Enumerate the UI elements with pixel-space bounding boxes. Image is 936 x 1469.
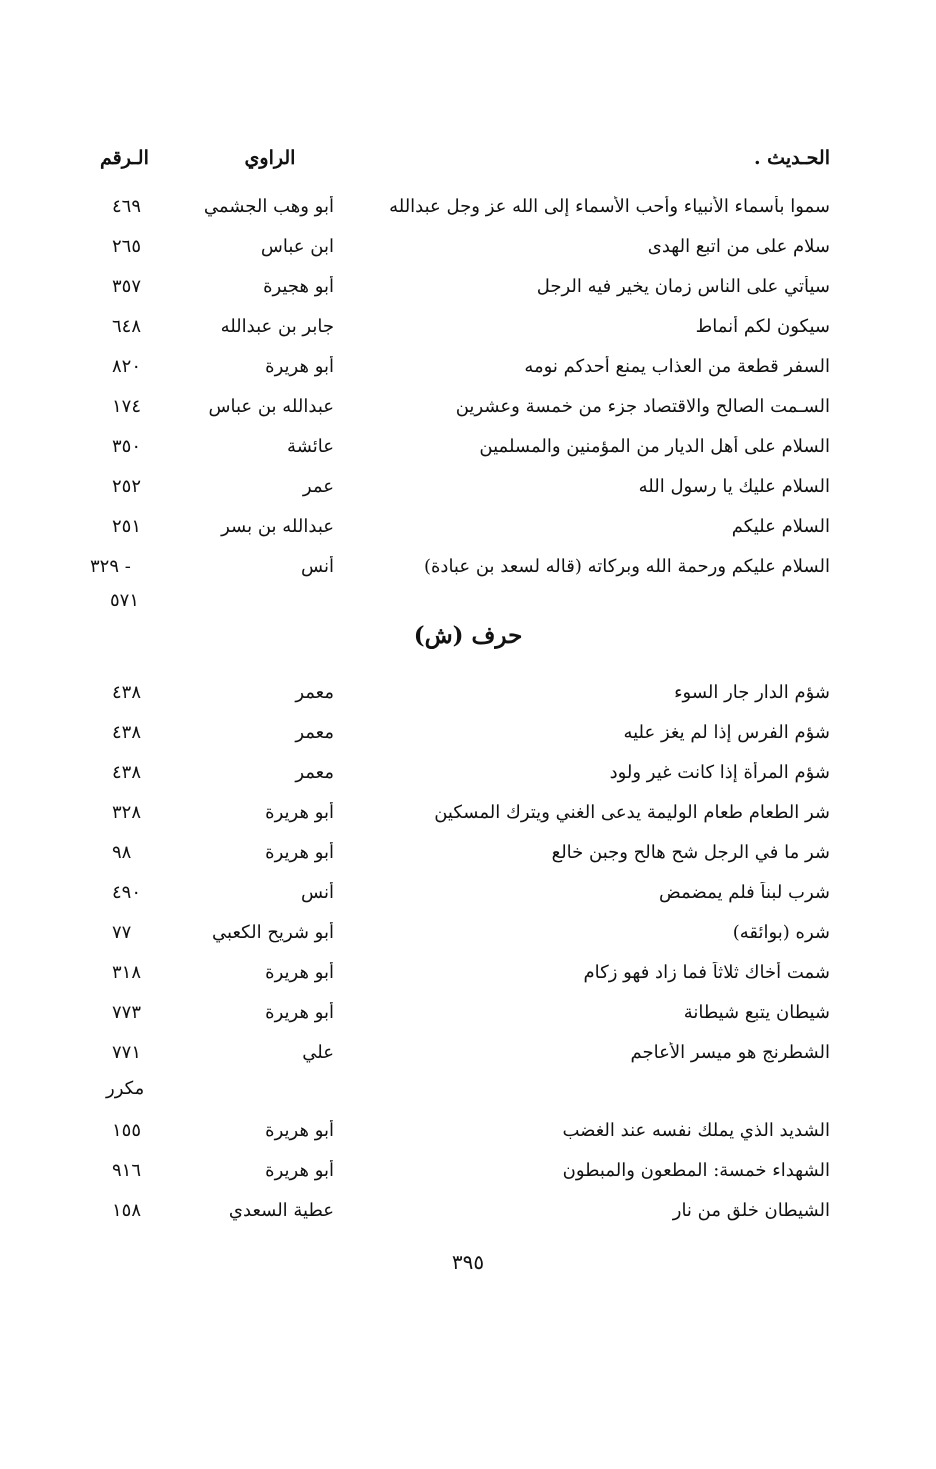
narrator: عائشة bbox=[287, 435, 334, 457]
hadith-number: ٤٣٨ bbox=[112, 761, 142, 783]
narrator: أبو هريرة bbox=[265, 1159, 334, 1181]
table-row bbox=[90, 270, 830, 302]
header-number: الـرقم bbox=[100, 147, 149, 169]
narrator: أنس bbox=[301, 555, 334, 577]
hadith-number: ٩١٦ bbox=[112, 1159, 142, 1181]
hadith-text: الشيطان خلق من نار bbox=[672, 1199, 830, 1221]
hadith-text: شر الطعام طعام الوليمة يدعى الغني ويترك المسكين bbox=[434, 801, 830, 823]
hadith-number: ٢٦٥ bbox=[112, 235, 142, 257]
hadith-number: ١٥٥ bbox=[112, 1119, 142, 1141]
narrator: أنس bbox=[301, 881, 334, 903]
narrator: أبو هجيرة bbox=[263, 275, 334, 297]
narrator: أبو وهب الجشمي bbox=[203, 195, 334, 217]
table-row bbox=[90, 470, 830, 502]
hadith-text: الشديد الذي يملك نفسه عند الغضب bbox=[562, 1119, 830, 1141]
hadith-text: شرب لبناً فلم يمضمض bbox=[659, 881, 830, 903]
narrator: عبدالله بن عباس bbox=[208, 395, 334, 417]
table-row bbox=[90, 876, 830, 908]
table-row bbox=[90, 230, 830, 262]
narrator: جابر بن عبدالله bbox=[220, 315, 334, 337]
hadith-text: السلام على أهل الديار من المؤمنين والمسلمين bbox=[479, 435, 830, 457]
hadith-number: ٧٧٣ bbox=[112, 1001, 142, 1023]
hadith-text: السلام عليك يا رسول الله bbox=[638, 475, 830, 497]
hadith-number: ٢٥٢ bbox=[112, 475, 142, 497]
table-row bbox=[90, 956, 830, 988]
hadith-number: ٨٢٠ bbox=[112, 355, 142, 377]
hadith-number: ٢٥١ bbox=[112, 515, 142, 537]
table-row bbox=[90, 430, 830, 462]
hadith-text: السلام عليكم ورحمة الله وبركاته (قاله لسعد بن عبادة) bbox=[423, 555, 830, 577]
table-row bbox=[90, 796, 830, 828]
table-row bbox=[90, 1194, 830, 1226]
table-row bbox=[90, 836, 830, 868]
hadith-number: ٤٣٨ bbox=[112, 721, 142, 743]
table-row bbox=[90, 676, 830, 708]
hadith-text: شر ما في الرجل شح هالح وجبن خالع bbox=[551, 841, 830, 863]
hadith-text: الشهداء خمسة: المطعون والمبطون bbox=[562, 1159, 830, 1181]
narrator: أبو هريرة bbox=[265, 801, 334, 823]
table-row bbox=[90, 716, 830, 748]
narrator: أبو هريرة bbox=[265, 355, 334, 377]
narrator: علي bbox=[302, 1041, 334, 1063]
hadith-number: ٧٧ bbox=[112, 921, 132, 943]
table-row bbox=[90, 996, 830, 1028]
table-row bbox=[90, 350, 830, 382]
hadith-text: سيأتي على الناس زمان يخير فيه الرجل bbox=[536, 275, 830, 297]
page-number: ٣٩٥ bbox=[451, 1250, 485, 1274]
hadith-number: ٣٥٧ bbox=[112, 275, 142, 297]
hadith-text: السلام عليكم bbox=[731, 515, 830, 537]
hadith-number: ١٧٤ bbox=[112, 395, 142, 417]
hadith-number: ٤٦٩ bbox=[112, 195, 142, 217]
table-row bbox=[90, 510, 830, 542]
hadith-number: ١٥٨ bbox=[112, 1199, 142, 1221]
narrator: عطية السعدي bbox=[228, 1199, 334, 1221]
hadith-number: ٣١٨ bbox=[112, 961, 142, 983]
hadith-number: ٧٧١ bbox=[112, 1041, 142, 1063]
hadith-text: سيكون لكم أنماط bbox=[695, 315, 830, 337]
hadith-number: ٩٨ bbox=[112, 841, 132, 863]
narrator: أبو هريرة bbox=[265, 1119, 334, 1141]
hadith-text: شؤم المرأة إذا كانت غير ولود bbox=[609, 761, 830, 783]
hadith-text: شره (بوائقه) bbox=[732, 921, 830, 943]
continued-number: ٥٧١ bbox=[110, 590, 140, 611]
table-row bbox=[90, 550, 830, 582]
hadith-text: السفر قطعة من العذاب يمنع أحدكم نومه bbox=[524, 355, 830, 377]
table-row bbox=[90, 1036, 830, 1068]
narrator: أبو هريرة bbox=[265, 841, 334, 863]
table-header bbox=[90, 143, 830, 173]
table-row bbox=[90, 310, 830, 342]
narrator: معمر bbox=[295, 761, 334, 783]
hadith-number: ٣٢٨ bbox=[112, 801, 142, 823]
header-hadith: الحـديث . bbox=[753, 147, 830, 169]
hadith-text: الشطرنج هو ميسر الأعاجم bbox=[630, 1041, 830, 1063]
section-title: حرف (ش) bbox=[413, 622, 523, 649]
hadith-text: شؤم الدار جار السوء bbox=[674, 681, 830, 703]
hadith-number: ٣٥٠ bbox=[112, 435, 142, 457]
hadith-text: سلام على من اتبع الهدى bbox=[647, 235, 830, 257]
hadith-number: ٤٣٨ bbox=[112, 681, 142, 703]
hadith-text: شمت أخاك ثلاثاً فما زاد فهو زكام bbox=[583, 961, 830, 983]
narrator: ابن عباس bbox=[260, 235, 334, 257]
table-row bbox=[90, 390, 830, 422]
narrator: معمر bbox=[295, 721, 334, 743]
table-row bbox=[90, 756, 830, 788]
table-row bbox=[90, 916, 830, 948]
narrator: عبدالله بن بسر bbox=[221, 515, 334, 537]
table-row bbox=[90, 190, 830, 222]
hadith-text: شيطان يتبع شيطانة bbox=[683, 1001, 830, 1023]
narrator: معمر bbox=[295, 681, 334, 703]
narrator: عمر bbox=[302, 475, 334, 497]
hadith-text: سموا بأسماء الأنبياء وأحب الأسماء إلى الله عز وجل عبدالله bbox=[389, 195, 830, 217]
hadith-number: ٣٢٩ - bbox=[90, 555, 131, 577]
table-row bbox=[90, 1114, 830, 1146]
table-row bbox=[90, 1154, 830, 1186]
header-narrator: الراوي bbox=[244, 147, 296, 169]
hadith-text: شؤم الفرس إذا لم يغز عليه bbox=[623, 721, 830, 743]
repeated-label: مكرر bbox=[106, 1078, 145, 1099]
hadith-number: ٦٤٨ bbox=[112, 315, 142, 337]
narrator: أبو شريح الكعبي bbox=[212, 921, 334, 943]
narrator: أبو هريرة bbox=[265, 961, 334, 983]
hadith-text: السـمت الصالح والاقتصاد جزء من خمسة وعشرين bbox=[455, 395, 830, 417]
hadith-number: ٤٩٠ bbox=[112, 881, 142, 903]
narrator: أبو هريرة bbox=[265, 1001, 334, 1023]
